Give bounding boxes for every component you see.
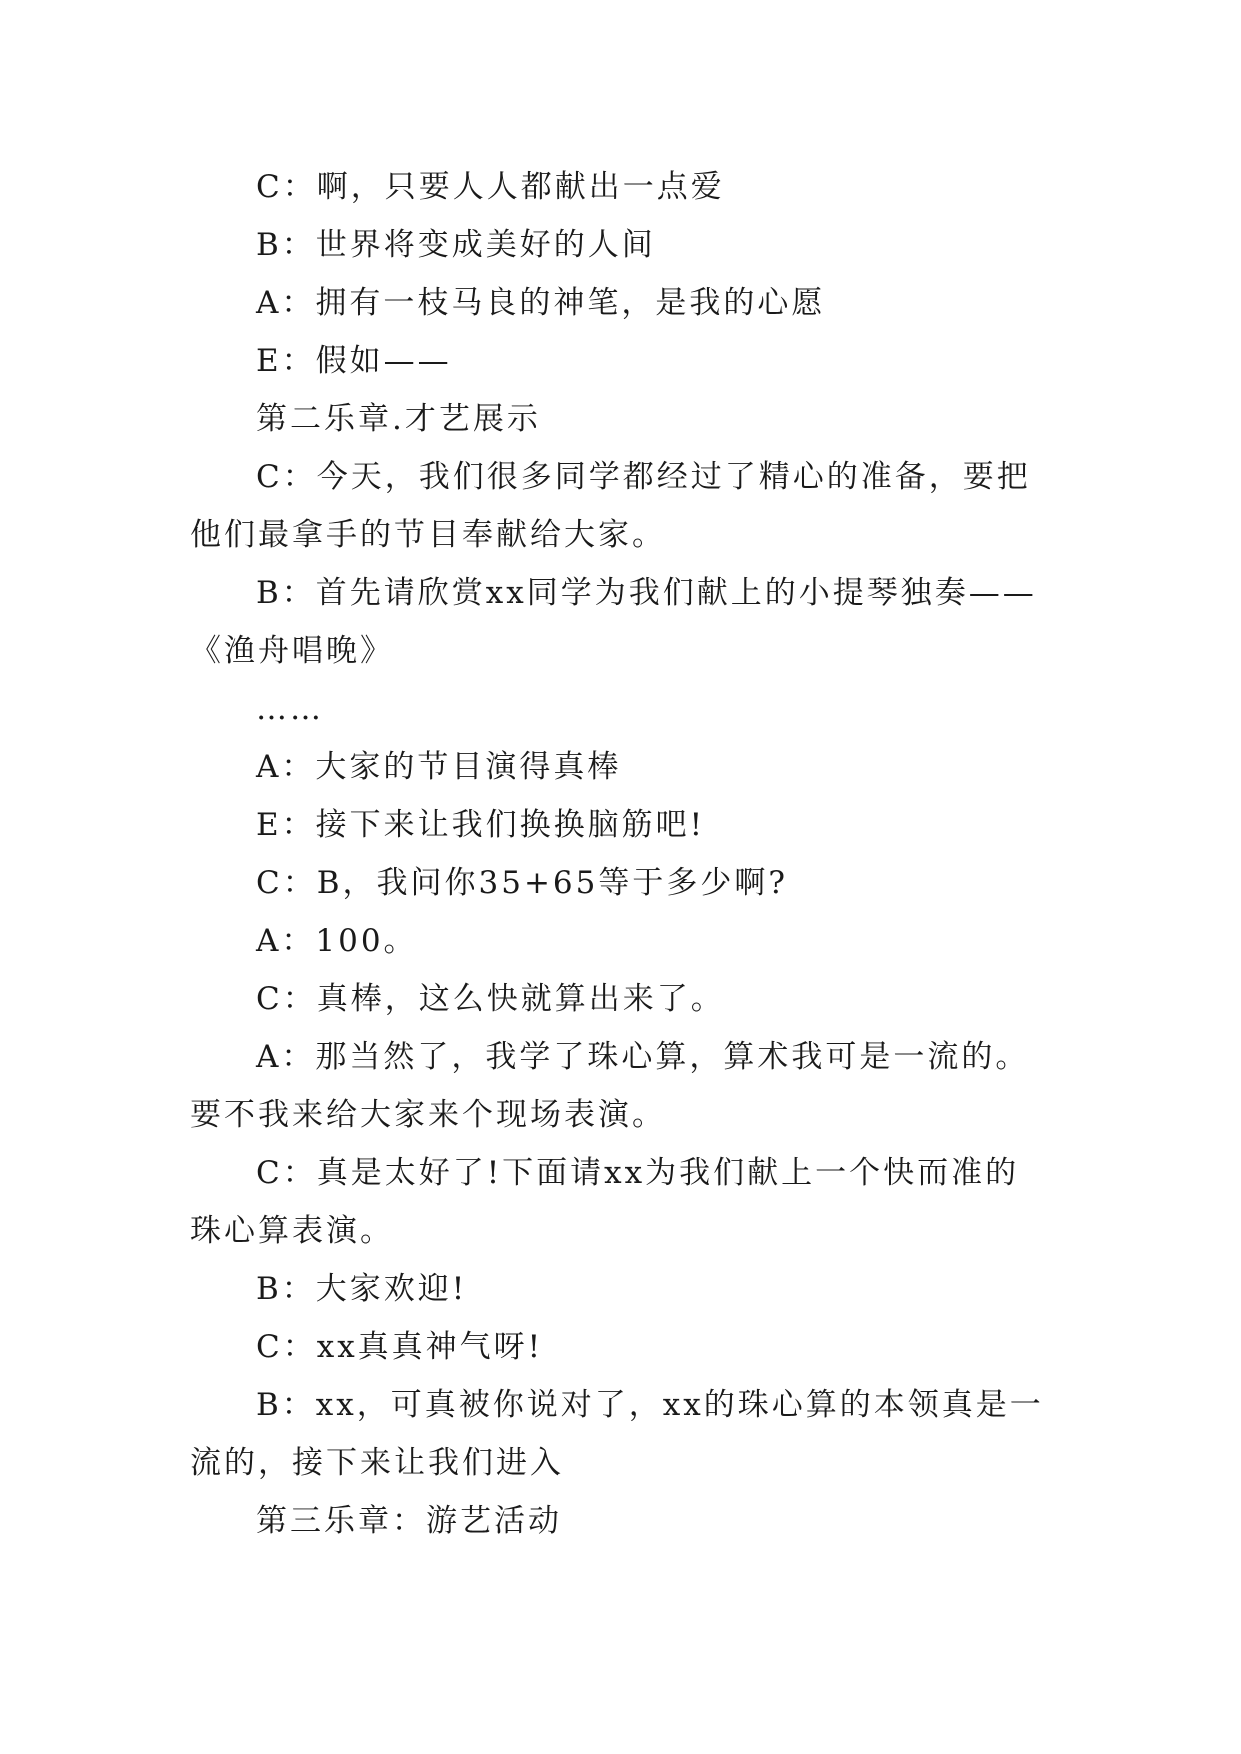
- paragraph-14: A：那当然了，我学了珠心算，算术我可是一流的。要不我来给大家来个现场表演。: [190, 1039, 1030, 1133]
- paragraph-10: E：接下来让我们换换脑筋吧!: [256, 807, 706, 843]
- paragraph-18: B：xx，可真被你说对了，xx的珠心算的本领真是一流的，接下来让我们进入: [190, 1387, 1044, 1481]
- paragraph-7: B：首先请欣赏xx同学为我们献上的小提琴独奏——《渔舟唱晚》: [190, 575, 1037, 669]
- ellipsis-line: ……: [256, 691, 324, 727]
- paragraph-12: A：100。: [256, 923, 418, 959]
- section-heading-3: 第三乐章：游艺活动: [256, 1503, 562, 1539]
- paragraph-13: C：真棒，这么快就算出来了。: [256, 981, 725, 1017]
- paragraph-3: A：拥有一枝马良的神笔，是我的心愿: [256, 285, 826, 321]
- paragraph-1: C：啊，只要人人都献出一点爱: [256, 169, 725, 205]
- paragraph-11: C：B，我问你35+65等于多少啊?: [256, 865, 788, 901]
- document-body: [190, 158, 1050, 1550]
- paragraph-6: C：今天，我们很多同学都经过了精心的准备，要把他们最拿手的节目奉献给大家。: [190, 459, 1031, 553]
- paragraph-15: C：真是太好了!下面请xx为我们献上一个快而准的珠心算表演。: [190, 1155, 1020, 1249]
- paragraph-16: B：大家欢迎!: [256, 1271, 468, 1307]
- paragraph-17: C：xx真真神气呀!: [256, 1329, 544, 1365]
- paragraph-9: A：大家的节目演得真棒: [256, 749, 622, 785]
- section-heading-2: 第二乐章.才艺展示: [256, 401, 541, 437]
- paragraph-4: E：假如——: [256, 343, 452, 379]
- paragraph-2: B：世界将变成美好的人间: [256, 227, 656, 263]
